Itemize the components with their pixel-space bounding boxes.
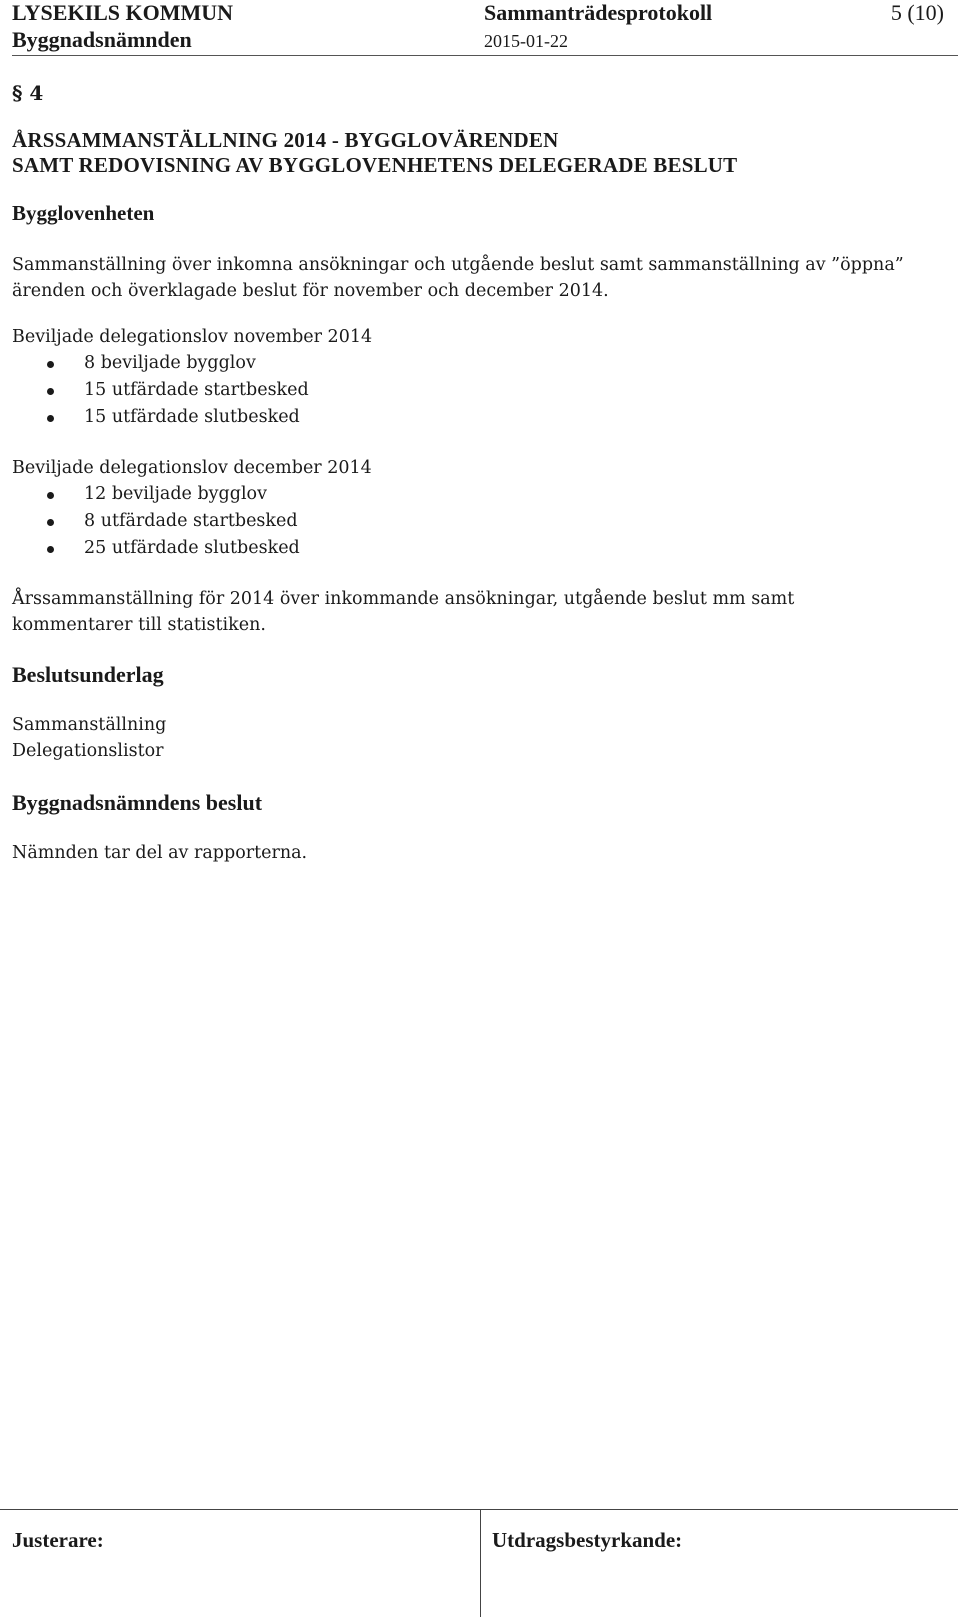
section-title-line-1: ÅRSSAMMANSTÄLLNING 2014 - BYGGLOVÄRENDEN (12, 128, 559, 152)
bullet-icon (47, 361, 54, 368)
document-type: Sammanträdesprotokoll (484, 0, 713, 25)
section-title (12, 128, 912, 178)
list-item-text: 8 utfärdade startbesked (84, 511, 298, 531)
intro-paragraph: Sammanställning över inkomna ansökningar och utgående beslut samt sammanställning av ”öppna” ärenden och överklagade beslut för november och december 2014. (12, 255, 904, 301)
list-item (12, 481, 912, 508)
bullet-icon (47, 415, 54, 422)
adjuster-label: Justerare: (12, 1528, 104, 1552)
page-header (12, 0, 958, 56)
list-item-text: 15 utfärdade slutbesked (84, 407, 300, 427)
section-number: § 4 (12, 81, 44, 105)
december-list (12, 481, 912, 562)
section-title-line-2: SAMT REDOVISNING AV BYGGLOVENHETENS DELEGERADE BESLUT (12, 153, 738, 177)
list-item (12, 377, 912, 404)
bullet-icon (47, 492, 54, 499)
basis-item: Delegationslistor (12, 741, 164, 761)
november-list (12, 350, 912, 431)
board-name: Byggnadsnämnden (12, 27, 192, 52)
protocol-section (12, 80, 912, 866)
list-item-text: 12 beviljade bygglov (84, 484, 267, 504)
list-item (12, 535, 912, 562)
bullet-icon (47, 388, 54, 395)
organization-name: LYSEKILS KOMMUN (12, 0, 234, 25)
list-item-text: 15 utfärdade startbesked (84, 380, 309, 400)
extract-certification-label: Utdragsbestyrkande: (492, 1528, 683, 1552)
footer-divider (480, 1510, 481, 1617)
decision-text: Nämnden tar del av rapporterna. (12, 843, 308, 863)
november-heading: Beviljade delegationslov november 2014 (12, 327, 373, 347)
decision-heading: Byggnadsnämndens beslut (12, 790, 263, 815)
list-item (12, 350, 912, 377)
basis-list (12, 712, 912, 764)
list-item-text: 25 utfärdade slutbesked (84, 538, 300, 558)
signature-footer (0, 1509, 958, 1617)
bullet-icon (47, 519, 54, 526)
list-item (12, 508, 912, 535)
page-number: 5 (10) (890, 0, 944, 25)
list-item (12, 404, 912, 431)
summary-paragraph: Årssammanställning för 2014 över inkommande ansökningar, utgående beslut mm samt kommentarer till statistiken. (12, 589, 795, 635)
bullet-icon (47, 546, 54, 553)
meeting-date: 2015-01-22 (484, 31, 568, 51)
department-heading: Bygglovenheten (12, 201, 155, 225)
basis-item: Sammanställning (12, 715, 167, 735)
basis-heading: Beslutsunderlag (12, 662, 164, 687)
list-item-text: 8 beviljade bygglov (84, 353, 256, 373)
december-heading: Beviljade delegationslov december 2014 (12, 458, 372, 478)
